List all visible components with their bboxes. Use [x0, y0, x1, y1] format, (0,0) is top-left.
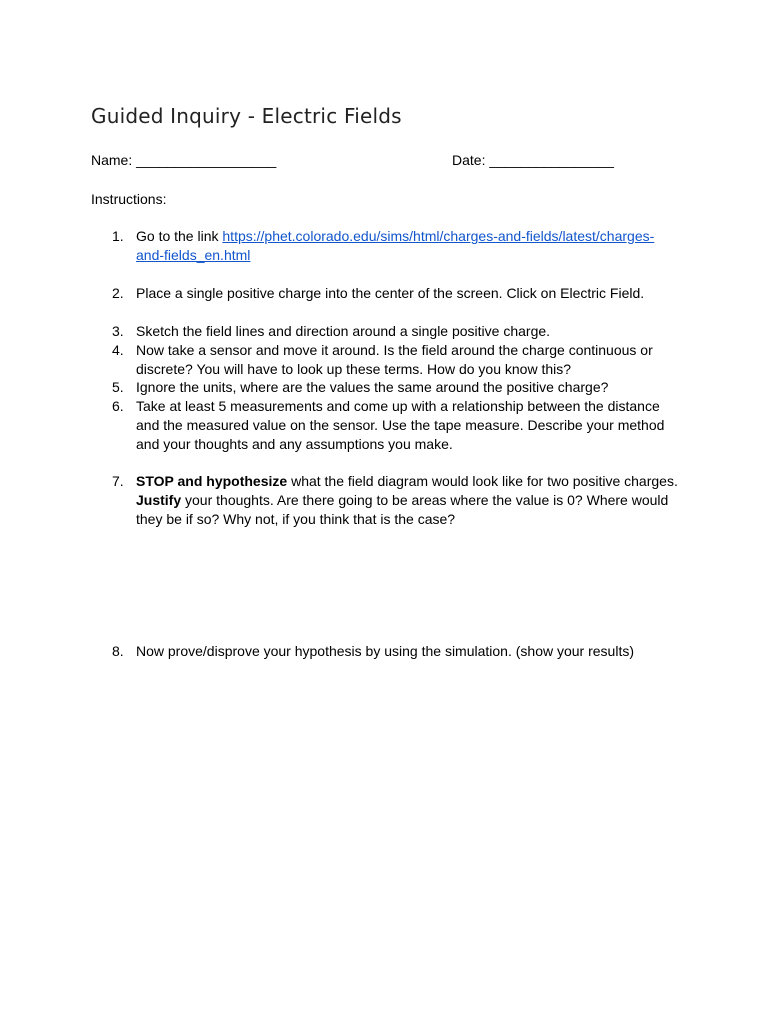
step-text-part: what the field diagram would look like for two positive charges.	[287, 473, 678, 489]
step-number: 7.	[112, 473, 124, 489]
name-field-line: Name: __________________	[91, 152, 277, 168]
step-7	[112, 472, 682, 529]
step-number: 3.	[112, 323, 124, 339]
step-2	[112, 284, 682, 303]
step-emphasis-stop: STOP and hypothesize	[136, 473, 288, 489]
step-3	[112, 322, 682, 341]
step-1	[112, 227, 682, 265]
step-text	[136, 472, 682, 529]
step-text: Take at least 5 measurements and come up with a relationship between the distance and the measured value on the sensor. Use the tape measure. Describe your method and your thoughts and any assumptions you make.	[136, 398, 665, 452]
phet-simulation-link[interactable]: https://phet.colorado.edu/sims/html/charges-and-fields/latest/charges-and-fields_en.html	[136, 228, 655, 263]
step-text-part: your thoughts. Are there going to be areas where the value is 0? Where would they be if so? Why not, if you think that is the case?	[136, 492, 669, 527]
step-number: 8.	[112, 643, 124, 659]
step-text: Place a single positive charge into the center of the screen. Click on Electric Field.	[136, 285, 645, 301]
step-6	[112, 397, 682, 454]
step-8	[112, 642, 682, 661]
step-text	[136, 227, 682, 265]
step-4	[112, 341, 682, 379]
step-number: 2.	[112, 285, 124, 301]
date-field-line: Date: ________________	[452, 152, 614, 168]
step-number: 4.	[112, 342, 124, 358]
step-text: Now prove/disprove your hypothesis by using the simulation. (show your results)	[136, 643, 635, 659]
step-text-lead: Go to the link	[136, 228, 223, 244]
step-emphasis-justify: Justify	[136, 492, 182, 508]
page-title: Guided Inquiry - Electric Fields	[91, 104, 402, 128]
step-5	[112, 378, 682, 397]
step-number: 6.	[112, 398, 124, 414]
step-text: Sketch the field lines and direction around a single positive charge.	[136, 323, 551, 339]
step-text: Ignore the units, where are the values the same around the positive charge?	[136, 379, 609, 395]
step-text: Now take a sensor and move it around. Is the field around the charge continuous or discrete? You will have to look up these terms. How do you know this?	[136, 342, 653, 377]
step-number: 5.	[112, 379, 124, 395]
step-number: 1.	[112, 228, 124, 244]
instructions-heading: Instructions:	[91, 191, 167, 207]
